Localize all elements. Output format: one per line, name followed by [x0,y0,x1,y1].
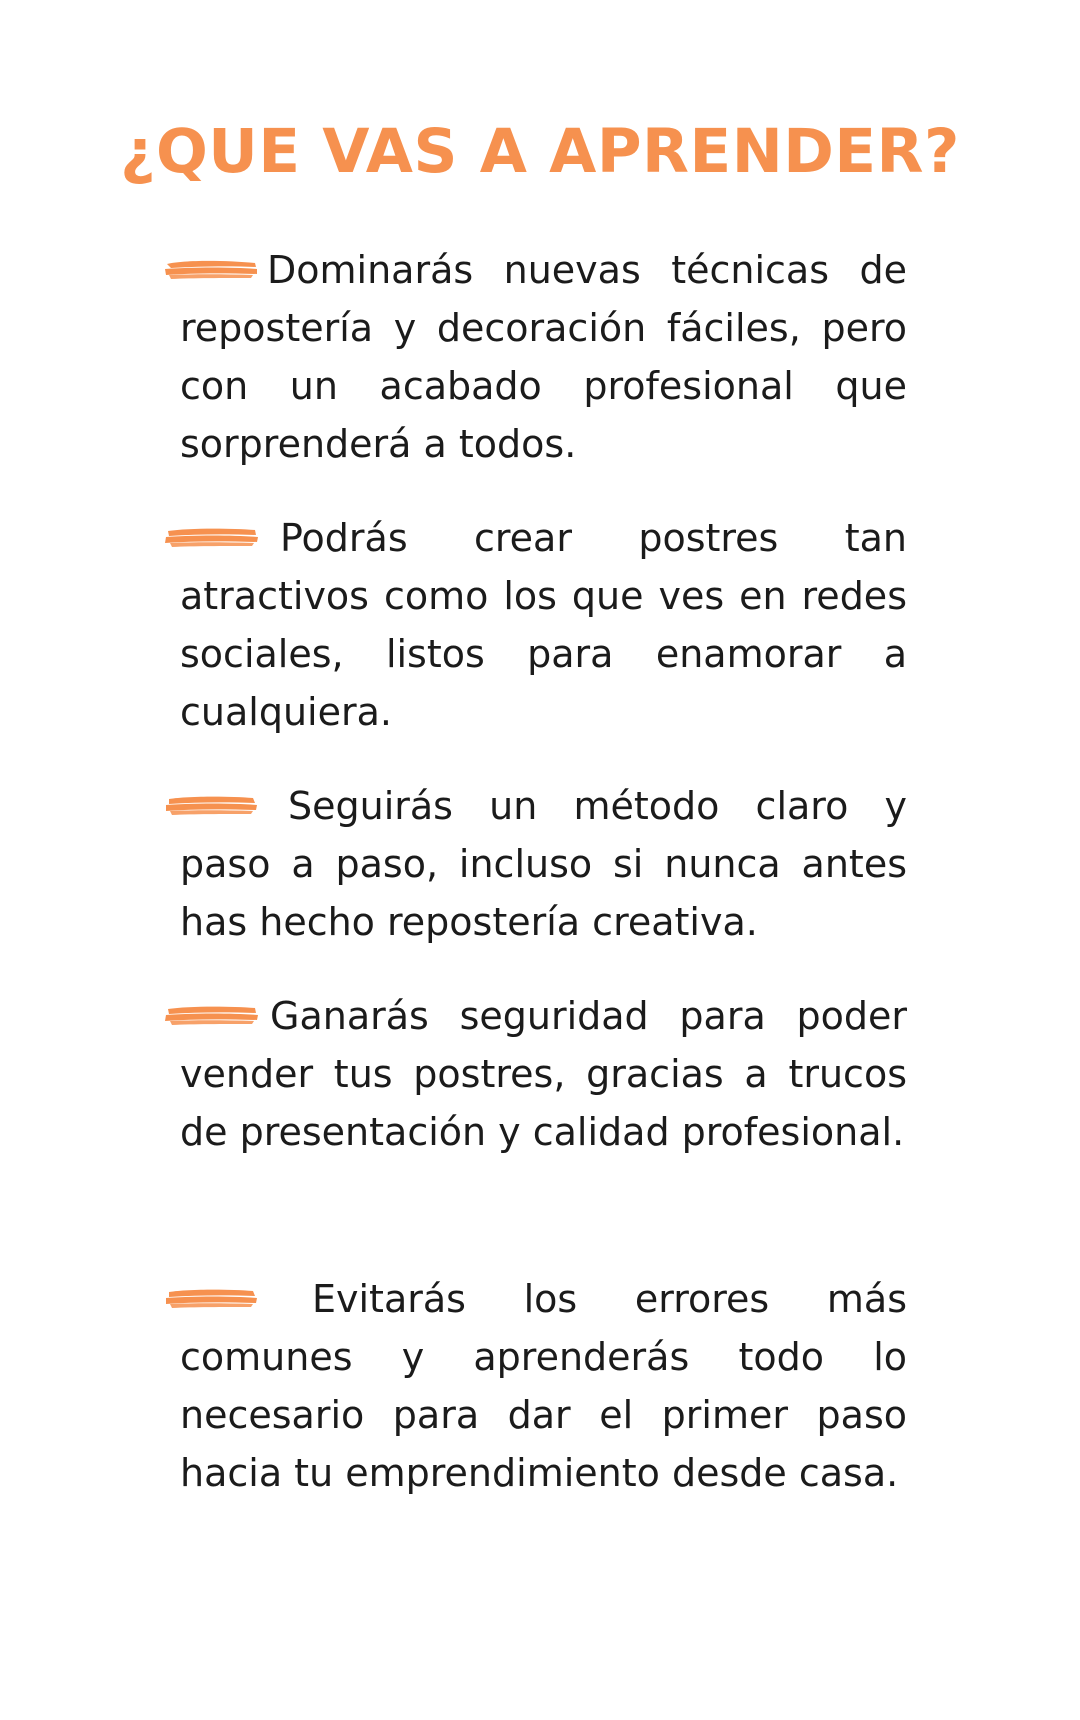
list-item [180,509,907,741]
item-text: Dominarás nuevas técnicas de repostería y decoración fáciles, pero con un acabado profesional que sorprenderá a todos. [180,248,907,466]
list-item [180,1270,907,1502]
page-title: ¿QUE VAS A APRENDER? [120,116,960,187]
item-text: Ganarás seguridad para poder vender tus postres, gracias a trucos de presentación y calidad profesional. [180,994,907,1154]
list-item [180,777,907,951]
item-text: Podrás crear postres tan atractivos como los que ves en redes sociales, listos para enamorar a cualquiera. [180,516,907,734]
list-item [180,241,907,473]
list-item [180,987,907,1161]
item-text: Seguirás un método claro y paso a paso, incluso si nunca antes has hecho repostería creativa. [180,784,907,944]
item-text: Evitarás los errores más comunes y aprenderás todo lo necesario para dar el primer paso hacia tu emprendimiento desde casa. [180,1277,907,1495]
